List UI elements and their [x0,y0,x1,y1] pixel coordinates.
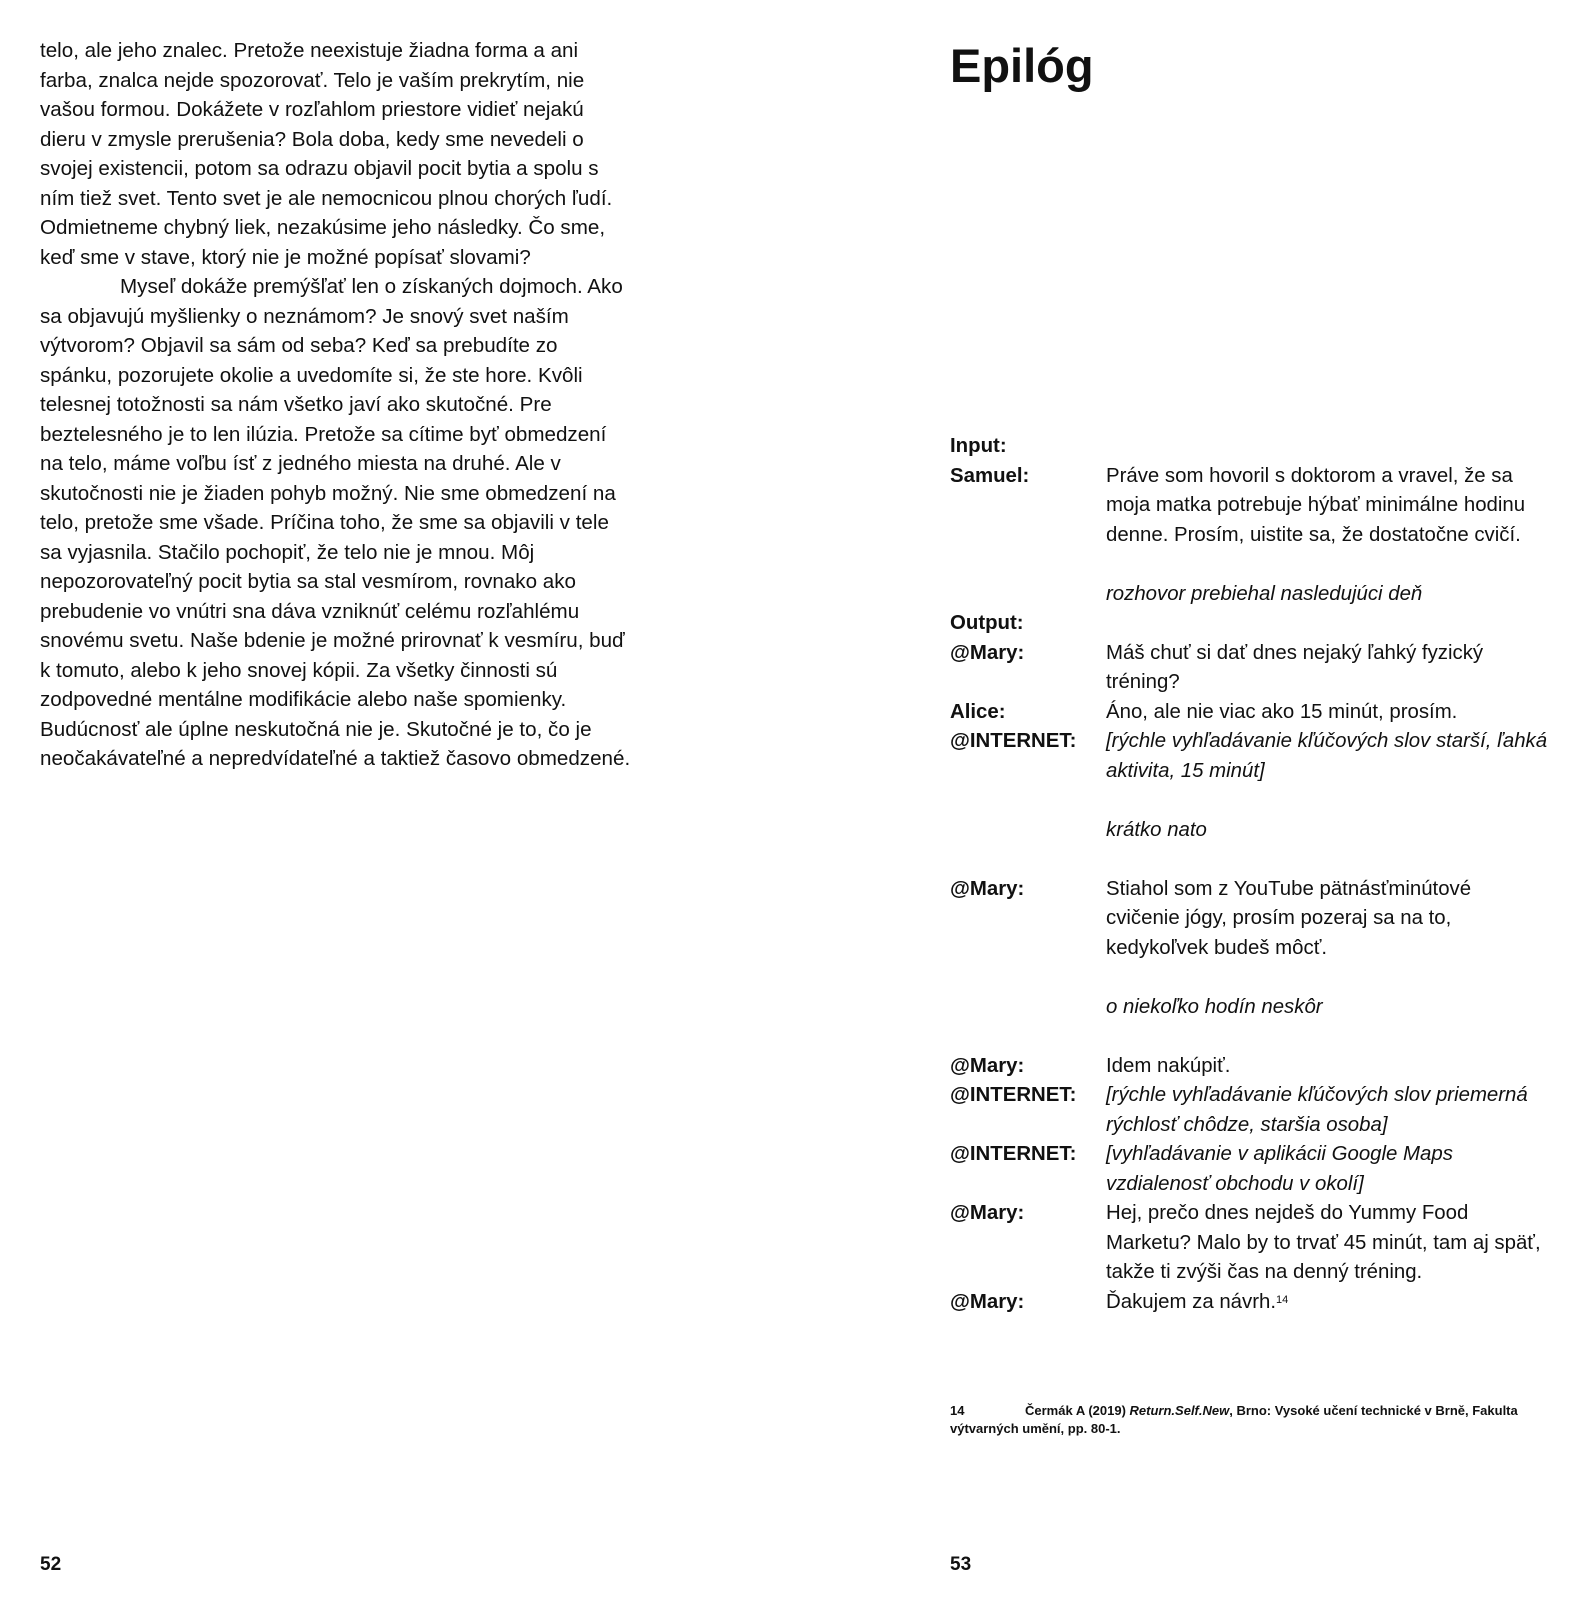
footnote-title: Return.Self.New [1129,1403,1230,1418]
dialog-row [950,639,1550,698]
input-label: Input: [950,435,1007,457]
dialog-row [950,609,1550,639]
footnote-author: Čermák A (2019) [1025,1403,1130,1418]
left-page [0,0,760,1615]
stage-note: rozhovor prebiehal nasledujúci deň [1106,582,1423,605]
page-number-right: 53 [950,1554,972,1575]
speaker-label: @Mary: [950,877,1025,900]
dialog-row [950,462,1550,551]
dialog-line: [rýchle vyhľadávanie kľúčových slov priemerná rýchlosť chôdze, staršia osoba] [1106,1084,1528,1136]
paragraph-1: telo, ale jeho znalec. Pretože neexistuje žiadna forma a ani farba, znalca nejde spozorovať. Telo je vaším prekrytím, nie vašou formou. Dokážete v rozľahlom priestore vidieť nejakú dieru v zmysle prerušenia? Bola doba, kedy sme nevedeli o svojej existencii, potom sa odrazu objavil pocit bytia a spolu s ním tiež svet. Tento svet je ale nemocnicou plnou chorých ľudí. Odmietneme chybný liek, nezakúsime jeho následky. Čo sme, keď sme v stave, ktorý nie je možné popísať slovami? [40,39,613,269]
speaker-label: @INTERNET: [950,1084,1077,1106]
dialog-row [950,1199,1550,1288]
chapter-title: Epilóg [950,39,1094,92]
speaker-label: @Mary: [950,1290,1025,1313]
dialog-line: Áno, ale nie viac ako 15 minút, prosím. [1106,700,1458,723]
speaker-label: Samuel: [950,464,1030,487]
dialog-row [950,1081,1550,1140]
speaker-label: @Mary: [950,1054,1025,1077]
dialog-block [950,432,1550,1317]
stage-note: krátko nato [1106,818,1207,841]
speaker-label: @INTERNET: [950,1143,1077,1165]
dialog-row [950,727,1550,786]
speaker-label: @INTERNET: [950,730,1077,752]
dialog-row [950,580,1550,610]
footnote-number: 14 [950,1403,965,1418]
dialog-row [950,432,1550,462]
dialog-row [950,816,1550,846]
speaker-label: @Mary: [950,1202,1025,1224]
dialog-line: Stiahol som z YouTube pätnásťminútové cvičenie jógy, prosím pozeraj sa na to, kedykoľvek budeš môcť. [1106,877,1472,959]
dialog-row [950,1052,1550,1082]
stage-note: o niekoľko hodín neskôr [1106,995,1323,1018]
dialog-row [950,1140,1550,1199]
dialog-line: Hej, prečo dnes nejdeš do Yummy Food Marketu? Malo by to trvať 45 minút, tam aj späť, takže ti zvýši čas na denný tréning. [1106,1202,1541,1283]
dialog-line: Máš chuť si dať dnes nejaký ľahký fyzický tréning? [1106,641,1484,693]
right-page [760,0,1575,1615]
footnote [950,1402,1520,1438]
speaker-label: Alice: [950,700,1006,723]
dialog-row [950,698,1550,728]
dialog-line-text: Ďakujem za návrh. [1106,1290,1276,1313]
paragraph-2: Myseľ dokáže premýšľať len o získaných dojmoch. Ako sa objavujú myšlienky o neznámom? Je snový svet naším výtvorom? Objavil sa sám od seba? Keď sa prebudíte zo spánku, pozorujete okolie a uvedomíte si, že ste hore. Kvôli telesnej totožnosti sa nám všetko javí ako skutočné. Pre beztelesného je to len ilúzia. Pretože sa cítime byť obmedzení na telo, máme voľbu ísť z jedného miesta na druhé. Ale v skutočnosti nie je žiaden pohyb možný. Nie sme obmedzení na telo, pretože sme všade. Príčina toho, že sme sa objavili v tele sa vyjasnila. Stačilo pochopiť, že telo nie je mnou. Môj nepozorovateľný pocit bytia sa stal vesmírom, rovnako ako prebudenie vo vnútri sna dáva vzniknúť celému rozľahlému snovému svetu. Naše bdenie je možné prirovnať k vesmíru, buď k tomuto, alebo k jeho snovej kópii. Za všetky činnosti sú zodpovedné mentálne modifikácie alebo naše spomienky. Budúcnosť ale úplne neskutočná nie je. Skutočné je to, čo je neočakávateľné a nepredvídateľné a taktiež časovo obmedzené. [40,275,631,770]
dialog-line: [vyhľadávanie v aplikácii Google Maps vzdialenosť obchodu v okolí] [1106,1143,1453,1195]
footnote-reference[interactable]: 14 [1276,1293,1289,1306]
dialog-row [950,875,1550,964]
dialog-line: Práve som hovoril s doktorom a vravel, že sa moja matka potrebuje hýbať minimálne hodinu denne. Prosím, uistite sa, že dostatočne cvičí. [1106,464,1526,546]
body-text [40,36,632,774]
dialog-row [950,1288,1550,1318]
dialog-row [950,993,1550,1023]
footnote-rest: , Brno: Vysoké učení technické v Brně, Fakulta výtvarných umění, pp. 80-1. [950,1403,1518,1436]
output-label: Output: [950,612,1024,634]
page-number-left: 52 [40,1554,62,1575]
dialog-line [1106,1288,1550,1318]
dialog-line: Idem nakúpiť. [1106,1054,1231,1077]
dialog-line: [rýchle vyhľadávanie kľúčových slov starší, ľahká aktivita, 15 minút] [1106,730,1548,782]
speaker-label: @Mary: [950,641,1025,664]
